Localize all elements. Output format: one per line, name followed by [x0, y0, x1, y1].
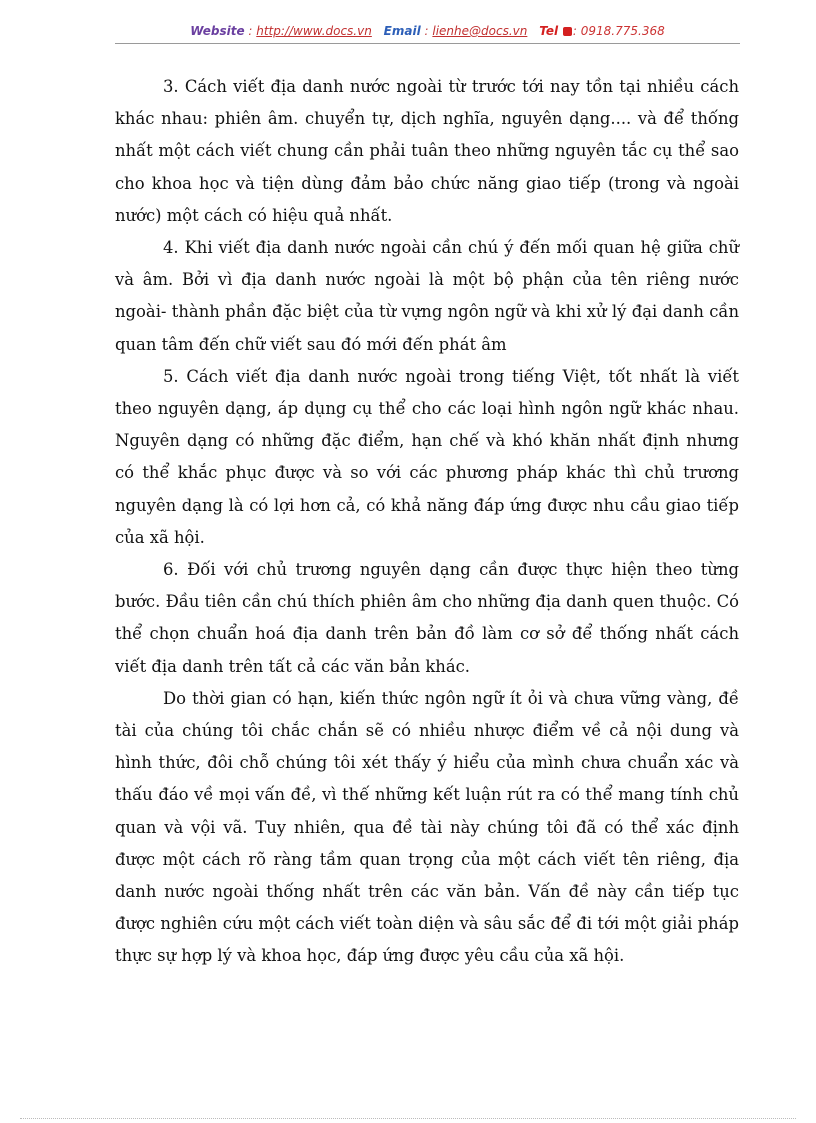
page-header [115, 24, 740, 38]
paragraph-4: 4. Khi viết địa danh nước ngoài cần chú ý đến mối quan hệ giữa chữ và âm. Bởi vì địa danh nước ngoài là một bộ phận của tên riêng nước ngoài- thành phần đặc biệt của từ vựng ngôn ngữ và khi xử lý đại danh cần quan tâm đến chữ viết sau đó mới đến phát âm [115, 238, 739, 354]
tel-label: Tel [539, 24, 559, 38]
phone-icon [563, 27, 572, 36]
email-label: Email [383, 24, 421, 38]
email-link[interactable]: lienhe@docs.vn [432, 24, 528, 38]
paragraph-conclusion: Do thời gian có hạn, kiến thức ngôn ngữ ít ỏi và chưa vững vàng, đề tài của chúng tôi chắc chắn sẽ có nhiều nhược điểm về cả nội dung và hình thức, đôi chỗ chúng tôi xét thấy ý hiểu của mình chưa chuẩn xác và thấu đáo về mọi vấn đề, vì thế những kết luận rút ra có thể mang tính chủ quan và vội vã. Tuy nhiên, qua đề tài này chúng tôi đã có thể xác định được một cách rõ ràng tầm quan trọng của một cách viết tên riêng, địa danh nước ngoài thống nhất trên các văn bản. Vấn đề này cần tiếp tục được nghiên cứu một cách viết toàn diện và sâu sắc để đi tới một giải pháp thực sự hợp lý và khoa học, đáp ứng được yêu cầu của xã hội. [115, 688, 739, 966]
footer-rule [20, 1118, 796, 1119]
email-separator: : [420, 24, 433, 38]
paragraph-5: 5. Cách viết địa danh nước ngoài trong tiếng Việt, tốt nhất là viết theo nguyên dạng, áp dụng cụ thể cho các loại hình ngôn ngữ khác nhau. Nguyên dạng có những đặc điểm, hạn chế và khó khăn nhất định nhưng có thể khắc phục được và so với các phương pháp khác thì chủ trương nguyên dạng là có lợi hơn cả, có khả năng đáp ứng được nhu cầu giao tiếp của xã hội. [115, 366, 739, 547]
website-link[interactable]: http://www.docs.vn [256, 24, 372, 38]
tel-value: 0918.775.368 [580, 24, 665, 38]
website-label: Website [190, 24, 245, 38]
document-body [115, 71, 739, 973]
tel-separator: : [572, 24, 581, 38]
paragraph-6: 6. Đối với chủ trương nguyên dạng cần được thực hiện theo từng bước. Đầu tiên cần chú thích phiên âm cho những địa danh quen thuộc. Có thể chọn chuẩn hoá địa danh trên bản đồ làm cơ sở để thống nhất cách viết địa danh trên tất cả các văn bản khác. [115, 560, 739, 676]
website-separator: : [244, 24, 257, 38]
paragraph-3: 3. Cách viết địa danh nước ngoài từ trước tới nay tồn tại nhiều cách khác nhau: phiên âm. chuyển tự, dịch nghĩa, nguyên dạng.... và để thống nhất một cách viết chung cần phải tuân theo những nguyên tắc cụ thể sao cho khoa học và tiện dùng đảm bảo chức năng giao tiếp (trong và ngoài nước) một cách có hiệu quả nhất. [115, 77, 739, 225]
header-rule [115, 43, 740, 44]
